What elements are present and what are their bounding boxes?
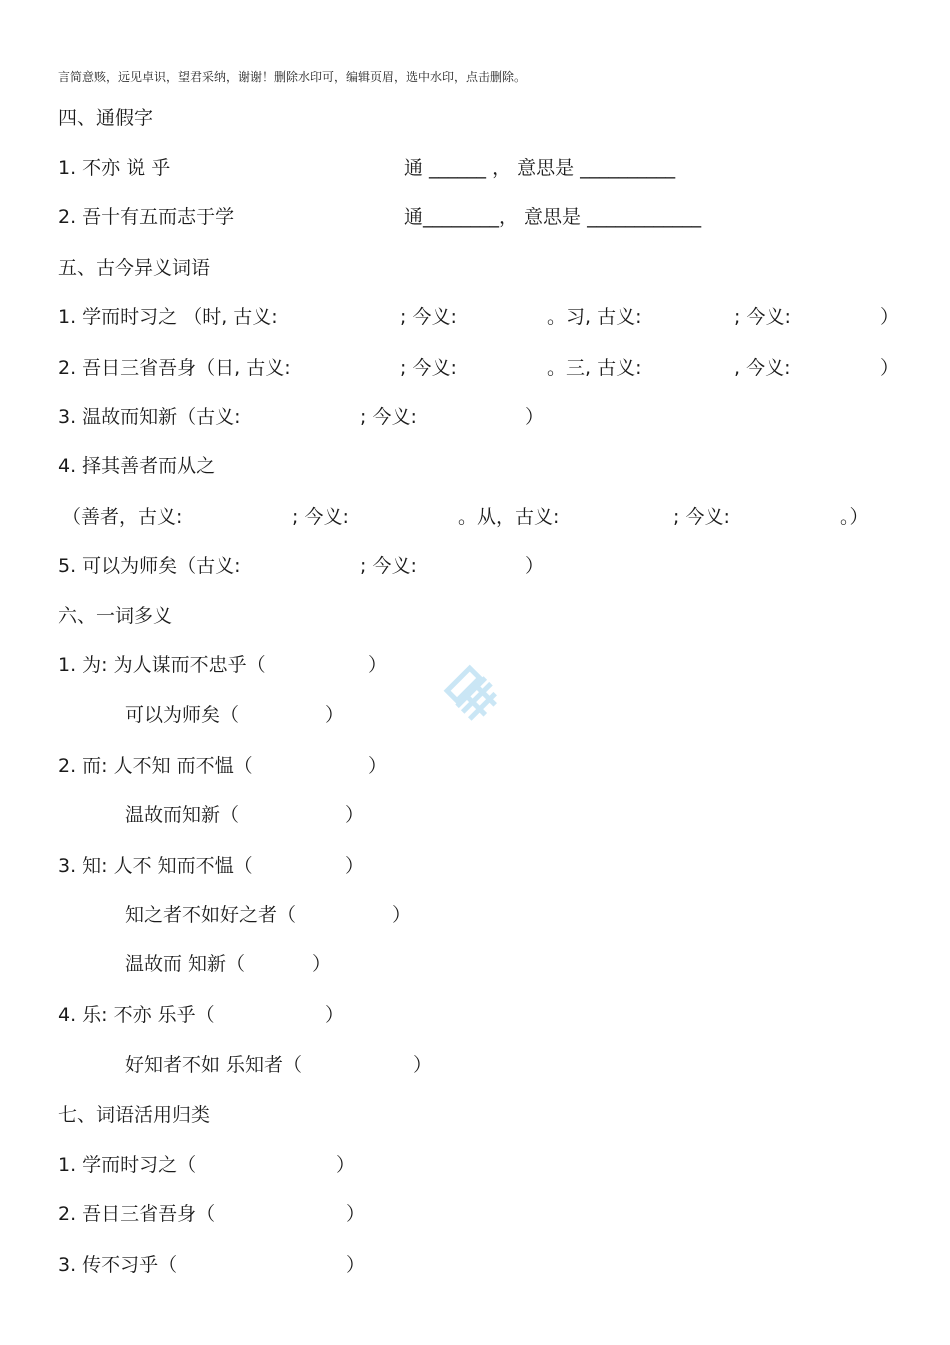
header-note: 言简意赅，远见卓识，望君采纳，谢谢！删除水印可，编辑页眉，选中水印，点击删除。 [58, 70, 527, 84]
question-text: 好知者不如 乐知者（ [125, 1054, 303, 1076]
question-text: ） [525, 555, 545, 577]
question-text: 温故而知新（ [125, 804, 240, 826]
question-text: ） [392, 904, 412, 926]
question-text: ） [880, 306, 900, 328]
question-text: 2. 吾日三省吾身（日, 古义: [58, 357, 291, 379]
question-text: ） [880, 357, 900, 379]
question-text: 1. 为: 为人谋而不忠乎（ [58, 654, 266, 676]
section-title-5: 五、古今异义词语 [58, 257, 211, 279]
question-text: 4. 乐: 不亦 乐乎（ [58, 1004, 215, 1026]
question-text: 。） [840, 506, 869, 528]
question-text: ） [325, 704, 345, 726]
question-text: 可以为师矣（ [125, 704, 240, 726]
question-text: ） [312, 953, 332, 975]
question-text: ） [345, 804, 365, 826]
question-text: ） [413, 1054, 433, 1076]
question-text: 3. 知: 人不 知而不愠（ [58, 855, 253, 877]
question-text: 1. 学而时习之 （时, 古义: [58, 306, 278, 328]
section-title-4: 四、通假字 [58, 107, 154, 129]
question-text: 1. 不亦 说 乎 [58, 157, 171, 179]
question-text: ） [345, 855, 365, 877]
question-text: ） [346, 1254, 366, 1276]
stamp-watermark-icon[interactable] [432, 653, 517, 738]
question-text: ） [336, 1154, 356, 1176]
question-text: 2. 而: 人不知 而不愠（ [58, 755, 253, 777]
question-text: ; 今义: [734, 306, 791, 328]
question-text: ） [346, 1203, 366, 1225]
question-text: （善者，古义: [62, 506, 183, 528]
question-text: ） [368, 755, 388, 777]
question-text: ; 今义: [673, 506, 730, 528]
question-text: 3. 温故而知新（古义: [58, 406, 241, 428]
question-text: ; 今义: [292, 506, 349, 528]
question-fill: 通 ______ ， 意思是 __________ [404, 157, 676, 179]
question-text: ; 今义: [400, 306, 457, 328]
question-text: 知之者不如好之者（ [125, 904, 297, 926]
question-text: 3. 传不习乎（ [58, 1254, 178, 1276]
question-text: ; 今义: [360, 406, 417, 428]
question-text: 2. 吾日三省吾身（ [58, 1203, 216, 1225]
question-text: 2. 吾十有五而志于学 [58, 206, 235, 228]
question-text: , 今义: [734, 357, 791, 379]
question-text: ; 今义: [400, 357, 457, 379]
section-title-6: 六、一词多义 [58, 605, 173, 627]
question-text: ） [325, 1004, 345, 1026]
question-text: 温故而 知新（ [125, 953, 246, 975]
question-text: 1. 学而时习之（ [58, 1154, 197, 1176]
question-text: 5. 可以为师矣（古义: [58, 555, 241, 577]
question-text: 4. 择其善者而从之 [58, 455, 216, 477]
question-text: 。习, 古义: [547, 306, 642, 328]
question-text: 。三, 古义: [547, 357, 642, 379]
question-text: ） [525, 406, 545, 428]
question-fill: 通________， 意思是 ____________ [404, 206, 702, 228]
section-title-7: 七、词语活用归类 [58, 1104, 211, 1126]
question-text: ） [368, 654, 388, 676]
question-text: ; 今义: [360, 555, 417, 577]
question-text: 。从，古义: [458, 506, 560, 528]
